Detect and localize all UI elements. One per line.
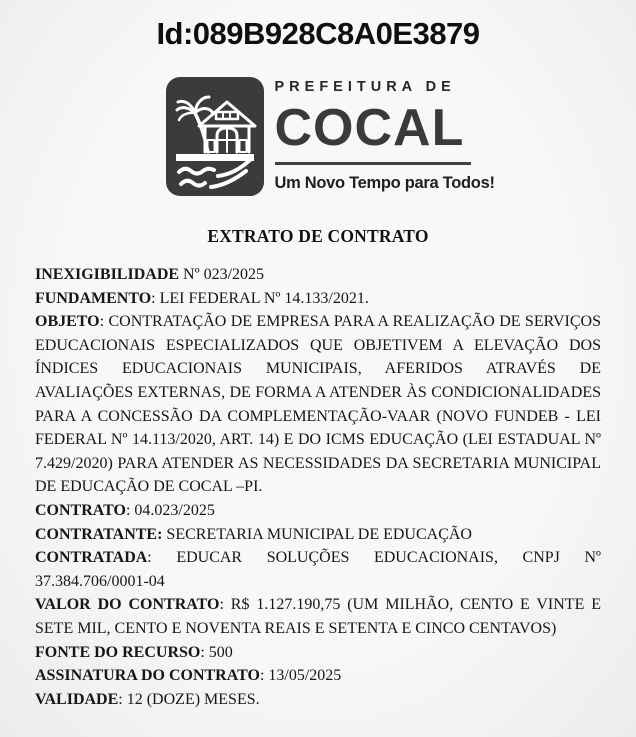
field-row-validade (35, 688, 601, 712)
field-row-inexigibilidade (35, 263, 601, 287)
field-label: INEXIGIBILIDADE (35, 266, 180, 283)
field-row-fonte (35, 641, 601, 665)
field-label: OBJETO (35, 313, 100, 331)
field-label: CONTRATANTE: (35, 525, 163, 543)
field-label: CONTRATO (35, 501, 126, 519)
logo-tagline: Um Novo Tempo para Todos! (274, 173, 495, 192)
field-value: : LEI FEDERAL Nº 14.133/2021. (151, 289, 369, 307)
logo-text-block (274, 77, 495, 196)
doc-id: Id:089B928C8A0E3879 (156, 16, 480, 51)
document-body (35, 263, 601, 711)
field-row-fundamento (35, 287, 601, 311)
field-value: : 12 (DOZE) MESES. (118, 690, 260, 708)
field-row-contratante (35, 523, 601, 547)
field-row-contratada (35, 546, 601, 593)
prefeitura-de-label: PREFEITURA DE (274, 79, 456, 95)
logo-divider (275, 162, 471, 165)
logo (0, 77, 636, 196)
field-value: : R$ 1.127.190,75 (UM MILHÃO, CENTO E VINTE E SETE MIL, CENTO E NOVENTA REAIS E SETENTA E CINCO CENTAVOS) (35, 596, 602, 637)
field-value: : 13/05/2025 (259, 667, 342, 685)
field-label: FONTE DO RECURSO (35, 643, 201, 661)
field-value: Nº 023/2025 (179, 266, 265, 283)
field-label: VALIDADE (35, 690, 119, 708)
field-label: ASSINATURA DO CONTRATO (35, 667, 260, 685)
field-label: VALOR DO CONTRATO (35, 596, 220, 614)
field-label: CONTRATADA (35, 549, 148, 567)
field-value: SECRETARIA MUNICIPAL DE EDUCAÇÃO (162, 525, 472, 543)
field-value: : 500 (200, 643, 233, 661)
field-value: : 04.023/2025 (125, 501, 215, 519)
field-label: FUNDAMENTO (35, 289, 152, 307)
palm-house-icon (166, 77, 264, 196)
field-value: : CONTRATAÇÃO DE EMPRESA PARA A REALIZAÇÃO DE SERVIÇOS EDUCACIONAIS ESPECIALIZADOS QUE OBJETIVEM A ELEVAÇÃO DOS ÍNDICES EDUCACIONAIS MUNICIPAIS, AFERIDOS ATRAVÉS DE AVALIAÇÕES EXTERNAS, DE FORMA A ATENDER ÀS CONDICIONALIDADES PARA A CONCESSÃO DA COMPLEMENTAÇÃO-VAAR (NOVO FUNDEB - LEI FEDERAL Nº 14.113/2020, ART. 14) E DO ICMS EDUCAÇÃO (LEI ESTADUAL Nº 7.429/2020) PARA ATENDER AS NECESSIDADES DA SECRETARIA MUNICIPAL DE EDUCAÇÃO DE COCAL –PI. (35, 313, 601, 496)
field-row-objeto (35, 310, 601, 499)
document-title: EXTRATO DE CONTRATO (207, 226, 429, 246)
field-row-assinatura (35, 664, 601, 688)
field-row-contrato (35, 499, 601, 523)
cocal-wordmark: COCAL (274, 98, 465, 157)
field-value: : EDUCAR SOLUÇÕES EDUCACIONAIS, CNPJ Nº 37.384.706/0001-04 (35, 549, 601, 590)
field-row-valor (35, 593, 601, 640)
